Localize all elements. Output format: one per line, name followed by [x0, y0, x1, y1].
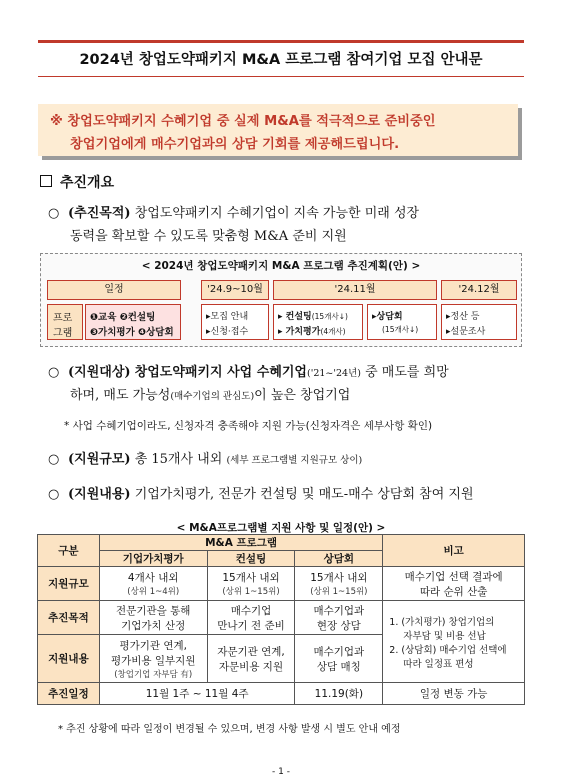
notice-line-2: 창업기업에게 매수기업과의 상담 기회를 제공해드립니다. [70, 137, 400, 152]
plan-cell-nov-b: ▸상담회 (15개사↓) [367, 304, 437, 340]
th-remark: 비고 [383, 535, 525, 567]
th-consulting: 컨설팅 [207, 551, 295, 567]
notice-line-1: ※ 창업도약패키지 수혜기업 중 실제 M&A를 적극적으로 준비중인 [50, 114, 436, 129]
schedule-table [37, 534, 525, 705]
target-line-2: 하며, 매도 가능성(매수기업의 관심도)이 높은 창업기업 [70, 388, 351, 403]
scale-line: ○ (지원규모) 총 15개사 내외 (세부 프로그램별 지원규모 상이) [48, 449, 362, 472]
plan-programs: ❶교육 ❷컨설팅 ❸가치평가 ❹상담회 [85, 304, 181, 340]
plan-header-schedule: 일정 [47, 280, 181, 300]
plan-header-sep-oct: '24.9~10월 [201, 280, 269, 300]
program-plan-box [40, 253, 522, 347]
th-meeting: 상담회 [295, 551, 383, 567]
table-row: 추진일정 11월 1주 ~ 11월 4주 11.19(화) 일정 변동 가능 [38, 683, 525, 705]
purpose-label: (추진목적) [68, 206, 131, 221]
page-title: 2024년 창업도약패키지 M&A 프로그램 참여기업 모집 안내문 [79, 52, 483, 68]
square-bullet-icon [40, 175, 52, 187]
plan-header-nov: '24.11월 [273, 280, 437, 300]
page-number: - 1 - [272, 767, 290, 777]
th-category: 구분 [38, 535, 100, 567]
target-note: * 사업 수혜기업이라도, 신청자격 충족해야 지원 가능(신청자격은 세부사항 확인) [64, 420, 433, 432]
title-rule-top [38, 40, 524, 43]
section-title: 추진개요 [60, 175, 115, 191]
th-program: M&A 프로그램 [99, 535, 382, 551]
circle-bullet-icon: ○ [48, 365, 60, 380]
plan-cell-dec: ▸정산 등 ▸설문조사 [441, 304, 517, 340]
purpose-text-1: 창업도약패키지 수혜기업이 지속 가능한 미래 성장 [134, 206, 420, 221]
plan-cell-nov-a: ▸ 컨설팅(15개사↓) ▸ 가치평가(4개사) [273, 304, 363, 340]
circle-bullet-icon: ○ [48, 487, 60, 502]
circle-bullet-icon: ○ [48, 452, 60, 467]
plan-header-dec: '24.12월 [441, 280, 517, 300]
table-row: 지원규모 4개사 내외 (상위 1~4위) 15개사 내외 (상위 1~15위) 15개사 내외 (상위 1~15위) 매수기업 선택 결과에 따라 순위 산출 [38, 567, 525, 601]
content-line: ○ (지원내용) 기업가치평가, 전문가 컨설팅 및 매도-매수 상담회 참여 지원 [48, 484, 474, 506]
circle-bullet-icon: ○ [48, 206, 60, 221]
plan-cell-sep-oct: ▸모집 안내 ▸신청·접수 [201, 304, 269, 340]
table-row: 지원내용 평가기관 연계, 평가비용 일부지원 (창업기업 자부담 有) 자문기관 연계, 자문비용 지원 매수기업과 상담 매칭 [38, 635, 525, 683]
purpose-line-1 [48, 203, 419, 225]
title-rule-bottom [38, 76, 524, 77]
target-line-1: ○ (지원대상) 창업도약패키지 사업 수혜기업('21~'24년) 중 매도를 희망 [48, 362, 449, 385]
table-row: 추진목적 전문기관을 통해 기업가치 산정 매수기업 만나기 전 준비 매수기업과 현장 상담 1. (가치평가) 창업기업의 자부담 및 비용 선납 2. (상담회) 매수기업 선택에 따라 일정표 편성 [38, 601, 525, 635]
plan-row-label: 프로 그램 [47, 304, 83, 340]
notice-box [38, 104, 518, 156]
table-caption: < M&A프로그램별 지원 사항 및 일정(안) > [176, 522, 386, 534]
section-heading [40, 172, 114, 192]
th-valuation: 기업가치평가 [99, 551, 207, 567]
footnote: * 추진 상황에 따라 일정이 변경될 수 있으며, 변경 사항 발생 시 별도 안내 예정 [58, 724, 401, 735]
plan-title: < 2024년 창업도약패키지 M&A 프로그램 추진계획(안) > [141, 260, 421, 272]
purpose-line-2: 동력을 확보할 수 있도록 맞춤형 M&A 준비 지원 [70, 229, 347, 244]
